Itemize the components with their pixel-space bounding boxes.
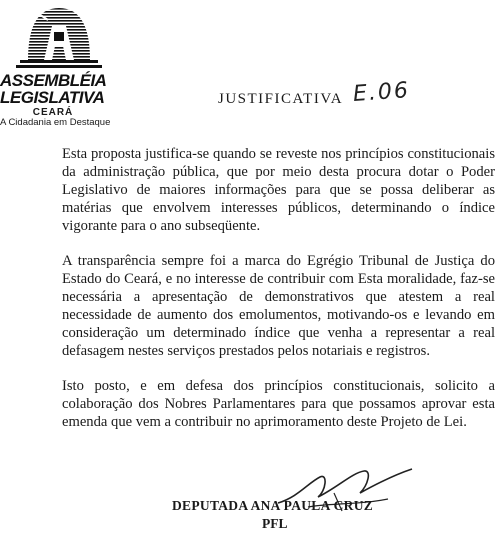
org-tagline: A Cidadania em Destaque [0,117,111,128]
org-state: CEARÁ [32,107,74,118]
document-title: JUSTIFICATIVA [218,91,344,107]
assembly-emblem-icon [14,2,104,72]
org-name-line2: LEGISLATIVA [0,88,105,107]
signatory-party: PFL [262,516,288,531]
paragraph-3: Isto posto, e em defesa dos princípios constitucionais, solicito a colaboração dos Nobres Parlamentares para que possamos aprovar esta emenda que vem a contribuir no aprimoramento deste Projeto de Lei. [62,378,495,430]
assembly-logo [0,0,118,132]
paragraph-2: A transparência sempre foi a marca do Egrégio Tribunal de Justiça do Estado do Ceará, e no interesse de contribuir com Esta moralidade, faz-se necessária a apresentação de demonstrativos que atestem a real necessidade de aumento dos emolumentos, motivando-os e levando em consideração um determinado índice que venha a representar a real defasagem nestes serviços prestados pelos notariais e registros. [62,253,495,359]
org-name-line1: ASSEMBLÉIA [0,71,107,90]
signatory-name: DEPUTADA ANA PAULA CRUZ [172,498,374,513]
paragraph-1: Esta proposta justifica-se quando se reveste nos princípios constitucionais da administração pública, que por meio desta procura dotar o Poder Legislativo de maiores informações para que se possa deliberar as matérias que envolvem interesses públicos, determinando o índice vigorante para o ano subseqüente. [62,146,495,234]
handwritten-code: E.06 [352,78,411,107]
